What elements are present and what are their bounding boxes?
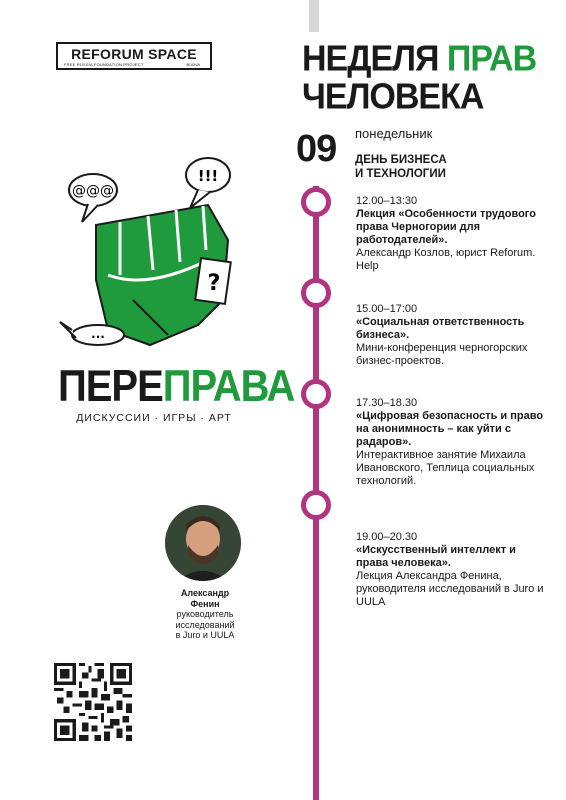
title-word-1: НЕДЕЛЯ	[302, 38, 439, 79]
timeline-node	[301, 187, 331, 217]
event-title: Лекция «Особенности трудового права Черногории для работодателей».	[356, 208, 536, 246]
event-description: Александр Козлов, юрист Reforum. Help	[356, 247, 536, 272]
speaker-avatar	[165, 505, 241, 581]
speaker-name-line-1: Александр	[180, 588, 230, 598]
page-title	[302, 40, 542, 116]
logo-subtitle: FREE RUSSIA FOUNDATION PROJECT	[64, 62, 144, 67]
brand-tagline: ДИСКУССИИ · ИГРЫ · АРТ	[76, 412, 232, 424]
day-theme-line-1: ДЕНЬ БИЗНЕСА	[355, 154, 447, 166]
reforum-space-logo	[56, 42, 212, 70]
speaker-name-line-2: Фенин	[190, 598, 220, 609]
logo-location: BUDVA	[186, 62, 200, 67]
event-title: «Цифровая безопасность и право на анонимность – как уйти с радаров».	[356, 410, 544, 448]
speaker-role-line-3: в Juro и UULA	[175, 630, 235, 640]
qr-code[interactable]	[54, 663, 132, 741]
brand-name	[58, 362, 295, 412]
day-theme-line-2: И ТЕХНОЛОГИИ	[355, 168, 446, 180]
event-time: 15.00–17:00	[356, 303, 418, 315]
event-description: Мини-конференция черногорских бизнес-проектов.	[356, 342, 528, 367]
event-item	[356, 397, 546, 488]
event-description: Лекция Александра Фенина, руководителя исследований в Juro и UULA	[356, 570, 544, 608]
timeline-node	[301, 278, 331, 308]
event-title: «Искусственный интеллект и права человека».	[356, 544, 516, 569]
brand-part-1: ПЕРЕ	[58, 362, 163, 412]
speaker-role-line-1: руководитель	[176, 609, 234, 619]
bubble-text: @@@	[72, 183, 114, 199]
day-number: 09	[296, 128, 337, 170]
event-time: 17.30–18.30	[356, 397, 418, 409]
speaker-role-line-2: исследований	[175, 619, 235, 630]
speaker-caption	[160, 588, 250, 641]
day-theme	[355, 153, 447, 181]
timeline-node	[301, 490, 331, 520]
title-word-green: ПРАВ	[446, 38, 537, 79]
bubble-text: !!!	[197, 167, 219, 185]
event-item	[356, 195, 546, 273]
timeline-node	[301, 379, 331, 409]
bubble-text: ?	[207, 271, 221, 296]
event-description: Интерактивное занятие Михаила Ивановского, Теплица социальных технологий.	[356, 449, 535, 487]
event-time: 12.00–13:30	[356, 195, 418, 207]
event-item	[356, 303, 546, 368]
brand-part-2: ПРАВА	[162, 362, 295, 412]
event-item	[356, 531, 546, 609]
fist-illustration	[58, 150, 258, 355]
logo-title: REFORUM SPACE	[71, 46, 197, 62]
bubble-text: ...	[91, 327, 105, 341]
event-time: 19.00–20.30	[356, 531, 418, 543]
event-title: «Социальная ответственность бизнеса».	[356, 316, 525, 341]
top-divider-bar	[309, 0, 319, 32]
weekday: понедельник	[355, 126, 433, 141]
title-line-2: ЧЕЛОВЕКА	[302, 76, 484, 117]
